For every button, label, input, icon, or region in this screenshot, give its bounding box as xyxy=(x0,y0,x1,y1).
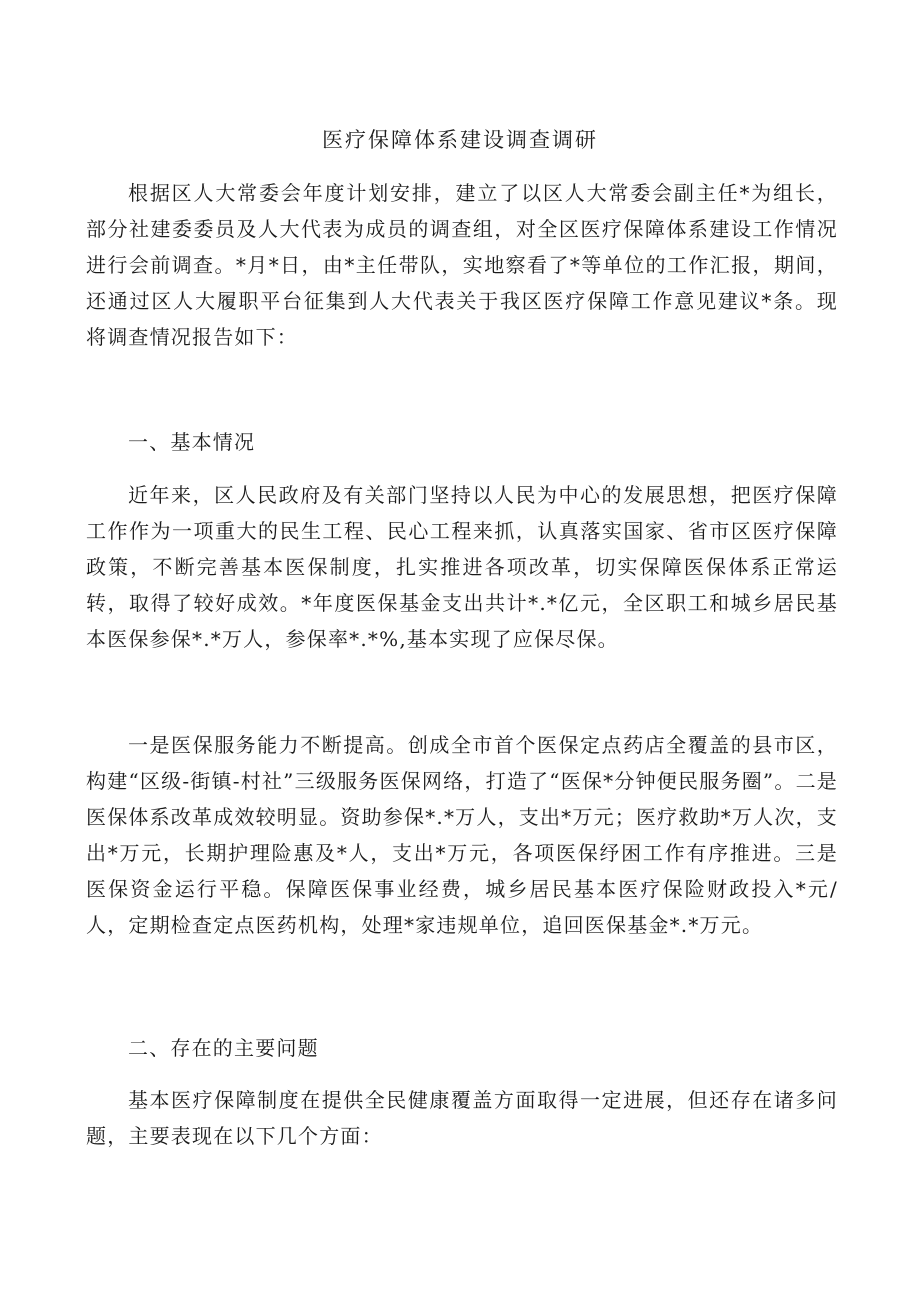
section-heading-basic xyxy=(86,424,838,460)
section-heading-text: 二、存在的主要问题 xyxy=(128,1036,319,1060)
document-title: 医疗保障体系建设调查调研 xyxy=(322,128,598,152)
section-heading-problems xyxy=(86,1030,838,1066)
intro-paragraph xyxy=(86,175,838,355)
intro-text: 根据区人大常委会年度计划安排，建立了以区人大常委会副主任*为组长，部分社建委委员及人大代表为成员的调查组，对全区医疗保障体系建设工作情况进行会前调查。*月*日，由*主任带队，实地察看了*等单位的工作汇报，期间，还通过区人大履职平台征集到人大代表关于我区医疗保障工作意见建议*条。现将调查情况报告如下： xyxy=(86,181,838,349)
problems-paragraph xyxy=(86,1082,838,1154)
paragraph-text: 基本医疗保障制度在提供全民健康覆盖方面取得一定进展，但还存在诸多问题，主要表现在以下几个方面： xyxy=(86,1088,838,1148)
basic-situation-paragraph xyxy=(86,477,838,657)
paragraph-text: 近年来，区人民政府及有关部门坚持以人民为中心的发展思想，把医疗保障工作作为一项重大的民生工程、民心工程来抓，认真落实国家、省市区医疗保障政策，不断完善基本医保制度，扎实推进各项改革，切实保障医保体系正常运转，取得了较好成效。*年度医保基金支出共计*.*亿元，全区职工和城乡居民基本医保参保*.*万人，参保率*.*%,基本实现了应保尽保。 xyxy=(86,483,838,651)
achievements-paragraph xyxy=(86,727,838,943)
paragraph-text: 一是医保服务能力不断提高。创成全市首个医保定点药店全覆盖的县市区，构建“区级-街镇-村社”三级服务医保网络，打造了“医保*分钟便民服务圈”。二是医保体系改革成效较明显。资助参保*.*万人，支出*万元；医疗救助*万人次，支出*万元，长期护理险惠及*人，支出*万元，各项医保纾困工作有序推进。三是医保资金运行平稳。保障医保事业经费，城乡居民基本医疗保险财政投入*元/人，定期检查定点医药机构，处理*家违规单位，追回医保基金*.*万元。 xyxy=(86,733,838,937)
section-heading-text: 一、基本情况 xyxy=(128,430,256,454)
